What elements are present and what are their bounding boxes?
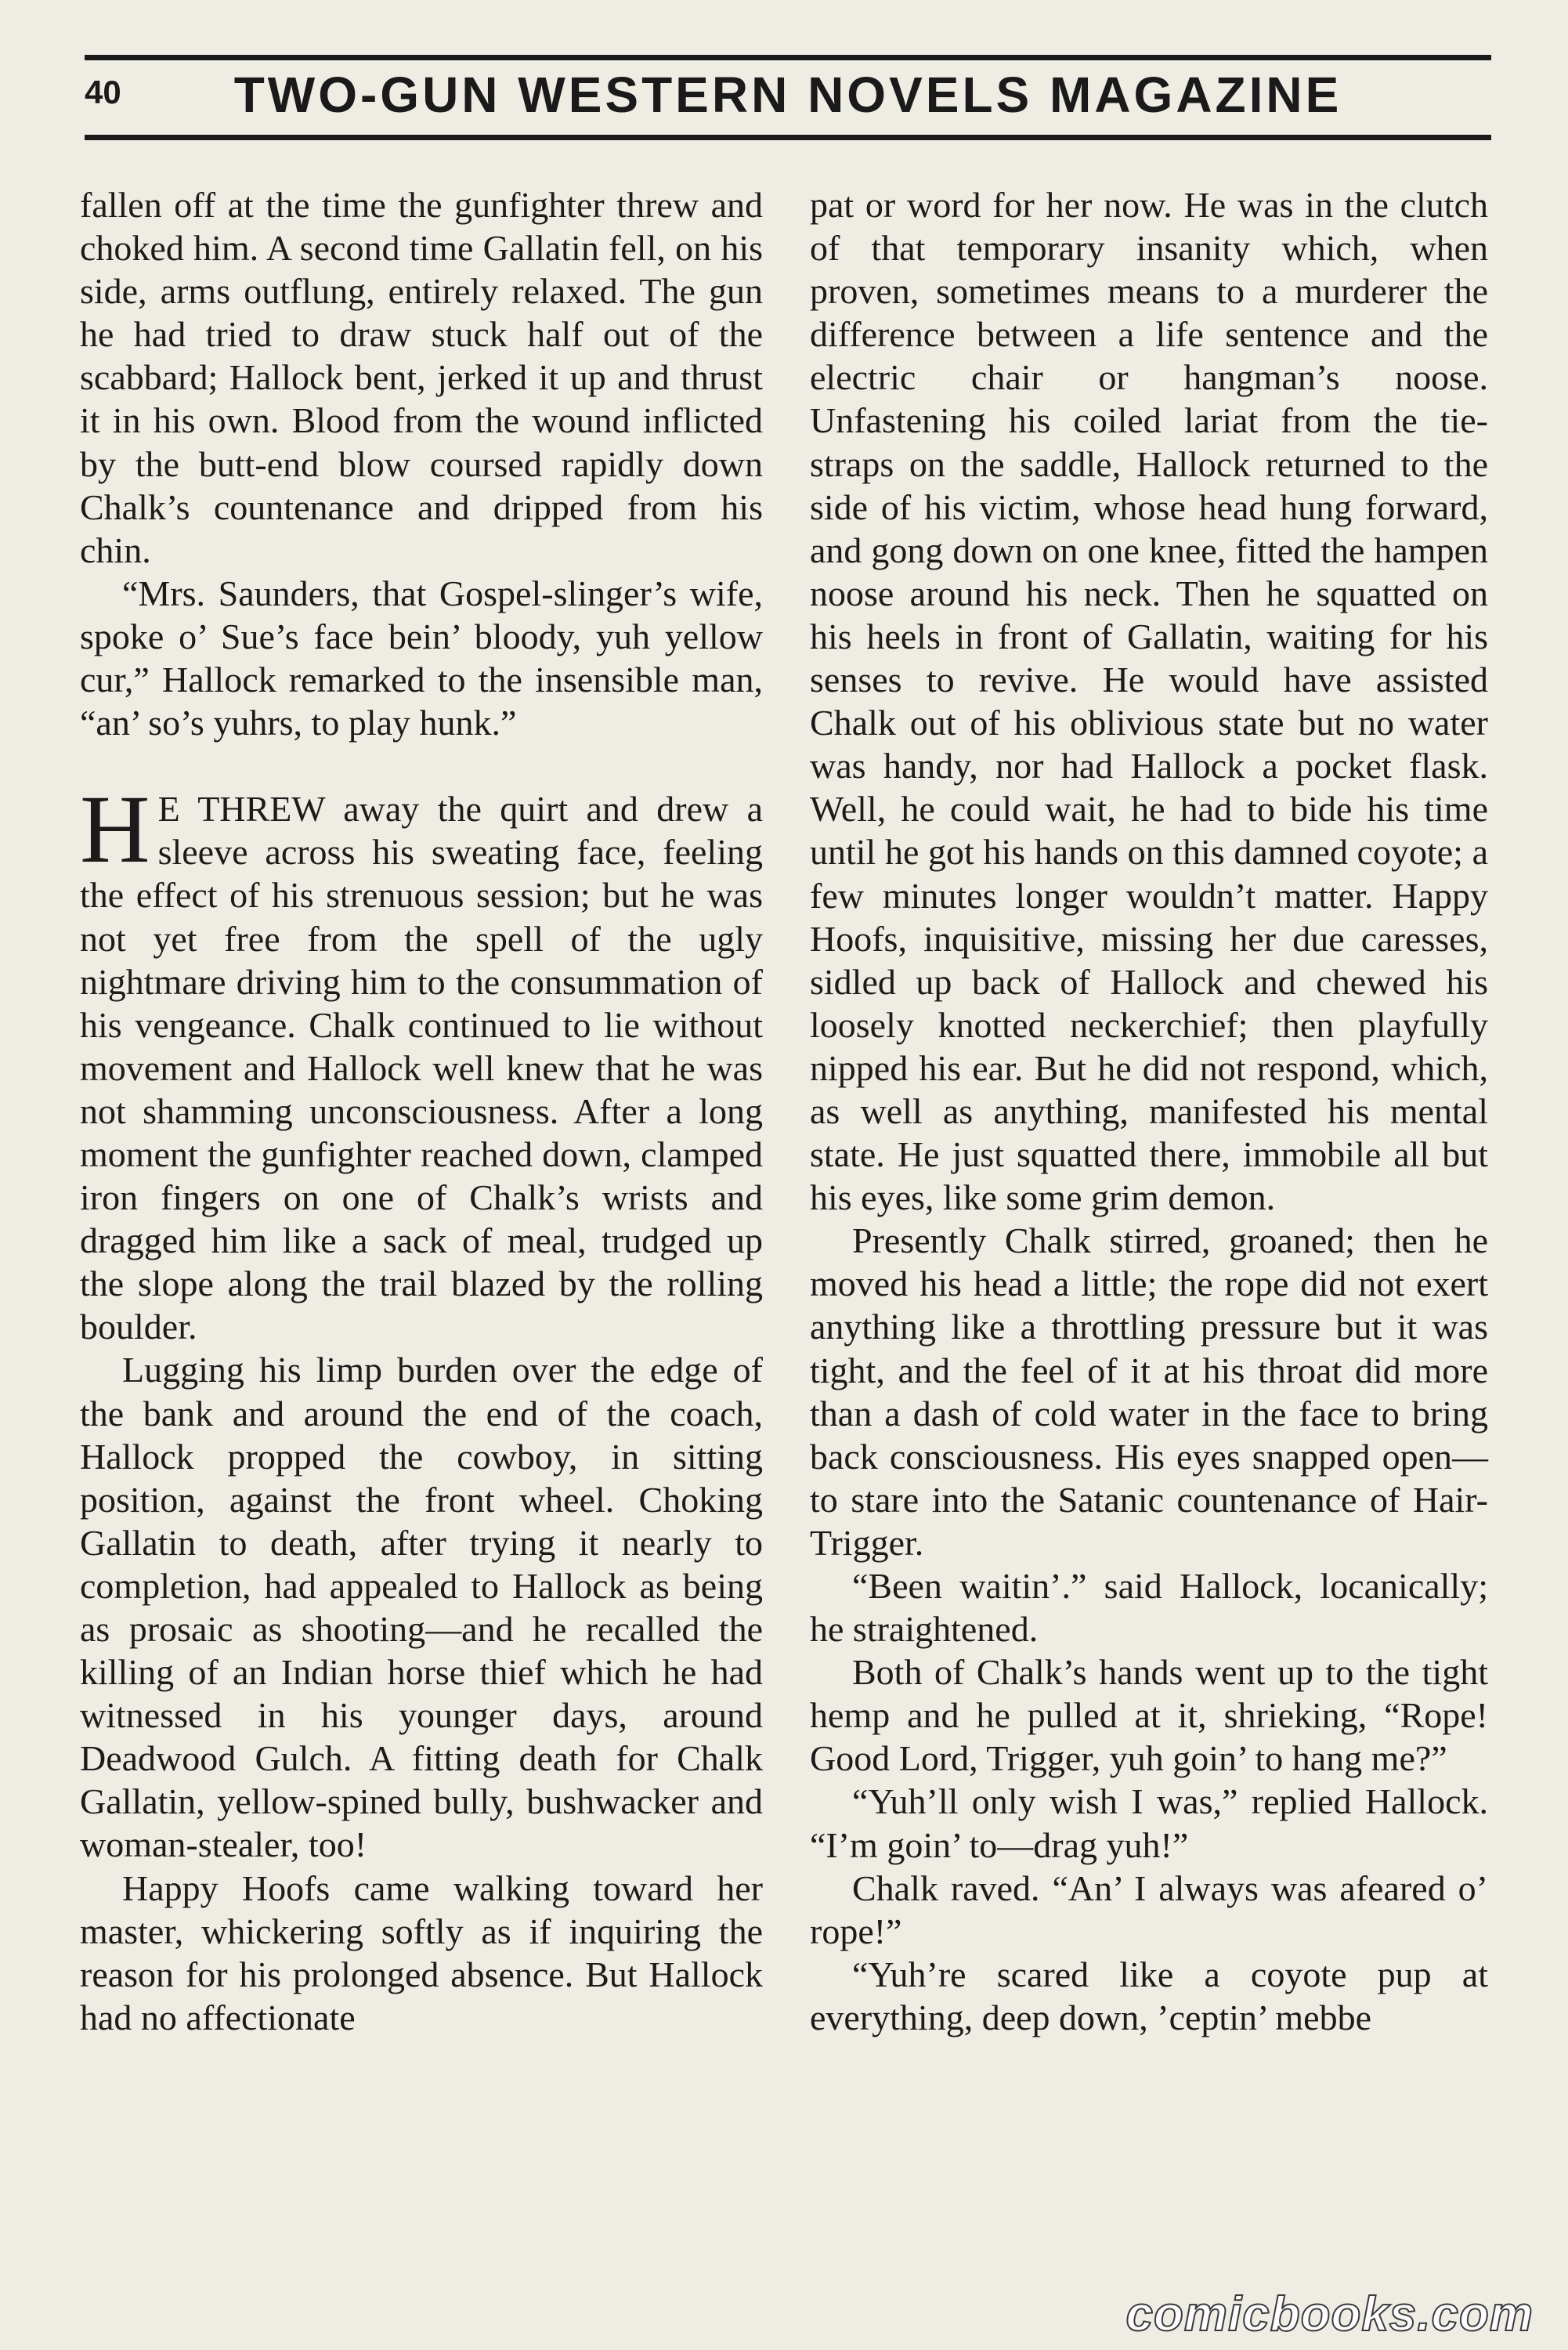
watermark-logo: comicbooks.com — [1125, 2287, 1534, 2341]
paragraph: “Yuh’re scared like a coyote pup at everything, deep down, ’ceptin’ mebbe — [810, 1954, 1488, 2037]
paragraph: “Been waitin’.” said Hallock, locanically; he straightened. — [810, 1566, 1488, 1650]
page-number: 40 — [85, 74, 121, 110]
paragraph: Presently Chalk stirred, groaned; then he moved his head a little; the rope did not exert anything like a throttling pressure but it was tight, and the feel of it at his throat did more than a dash of cold water in the face to bring back consciousness. His eyes snapped open—to stare into the Satanic countenance of Hair-Trigger. — [810, 1220, 1488, 1563]
header-bottom-rule — [85, 135, 1491, 140]
magazine-title: TWO-GUN WESTERN NOVELS MAGAZINE — [233, 67, 1342, 123]
right-column — [810, 183, 1488, 2039]
left-column — [80, 183, 763, 2039]
paragraph: “Mrs. Saunders, that Gospel-slinger’s wife, spoke o’ Sue’s face bein’ bloody, yuh yellow cur,” Hallock remarked to the insensible man, “an’ so’s yuhrs, to play hunk.” — [80, 573, 763, 743]
paragraph: Chalk raved. “An’ I always was afeared o’ rope!” — [810, 1867, 1488, 1951]
paragraph: fallen off at the time the gunfighter threw and choked him. A second time Gallatin fell, on his side, arms outflung, entirely relaxed. The gun he had tried to draw stuck half out of the scabbard; Hallock bent, jerked it up and thrust it in his own. Blood from the wound inflicted by the butt-end blow coursed rapidly down Chalk’s countenance and dripped from his chin. — [80, 185, 763, 570]
page-header — [85, 64, 1491, 128]
section-paragraph — [80, 776, 763, 1348]
drop-cap: H — [80, 776, 150, 884]
paragraph: pat or word for her now. He was in the clutch of that temporary insanity which, when proven, sometimes means to a murderer the difference between a life sentence and the electric chair or hangman’s noose. Unfastening his coiled lariat from the tie-straps on the saddle, Hallock returned to the side of his victim, whose head hung forward, and gong down on one knee, fitted the hampen noose around his neck. Then he squatted on his heels in front of Gallatin, waiting for his senses to revive. He would have assisted Chalk out of his oblivious state but no water was handy, nor had Hallock a pocket flask. Well, he could wait, he had to bide his time until he got his hands on this damned coyote; a few minutes longer wouldn’t matter. Happy Hoofs, inquisitive, missing her due caresses, sidled up back of Hallock and chewed his loosely knotted neckerchief; then playfully nipped his ear. But he did not respond, which, as well as anything, manifested his mental state. He just squatted there, immobile all but his eyes, like some grim demon. — [810, 185, 1488, 1218]
paragraph-text: E THREW away the quirt and drew a sleeve across his sweating face, feeling the effect of his strenuous session; but he was not yet free from the spell of the ugly nightmare driving him to the consummation of his vengeance. Chalk continued to lie without movement and Hallock well knew that he was not shamming unconsciousness. After a long moment the gunfighter reached down, clamped iron fingers on one of Chalk’s wrists and dragged him like a sack of meal, trudged up the slope along the trail blazed by the rolling boulder. — [80, 789, 763, 1347]
header-top-rule — [85, 55, 1491, 60]
paragraph: Both of Chalk’s hands went up to the tight hemp and he pulled at it, shrieking, “Rope! Good Lord, Trigger, yuh goin’ to hang me?” — [810, 1652, 1488, 1779]
paragraph: “Yuh’ll only wish I was,” replied Hallock. “I’m goin’ to—drag yuh!” — [810, 1781, 1488, 1865]
paragraph: Lugging his limp burden over the edge of the bank and around the end of the coach, Hallock propped the cowboy, in sitting position, against the front wheel. Choking Gallatin to death, after trying it nearly to completion, had appealed to Hallock as being as prosaic as shooting—and he recalled the killing of an Indian horse thief which he had witnessed in his younger days, around Deadwood Gulch. A fitting death for Chalk Gallatin, yellow-spined bully, bushwacker and woman-stealer, too! — [80, 1350, 763, 1865]
paragraph: Happy Hoofs came walking toward her master, whickering softly as if inquiring the reason for his prolonged absence. But Hallock had no affectionate — [80, 1867, 763, 2037]
